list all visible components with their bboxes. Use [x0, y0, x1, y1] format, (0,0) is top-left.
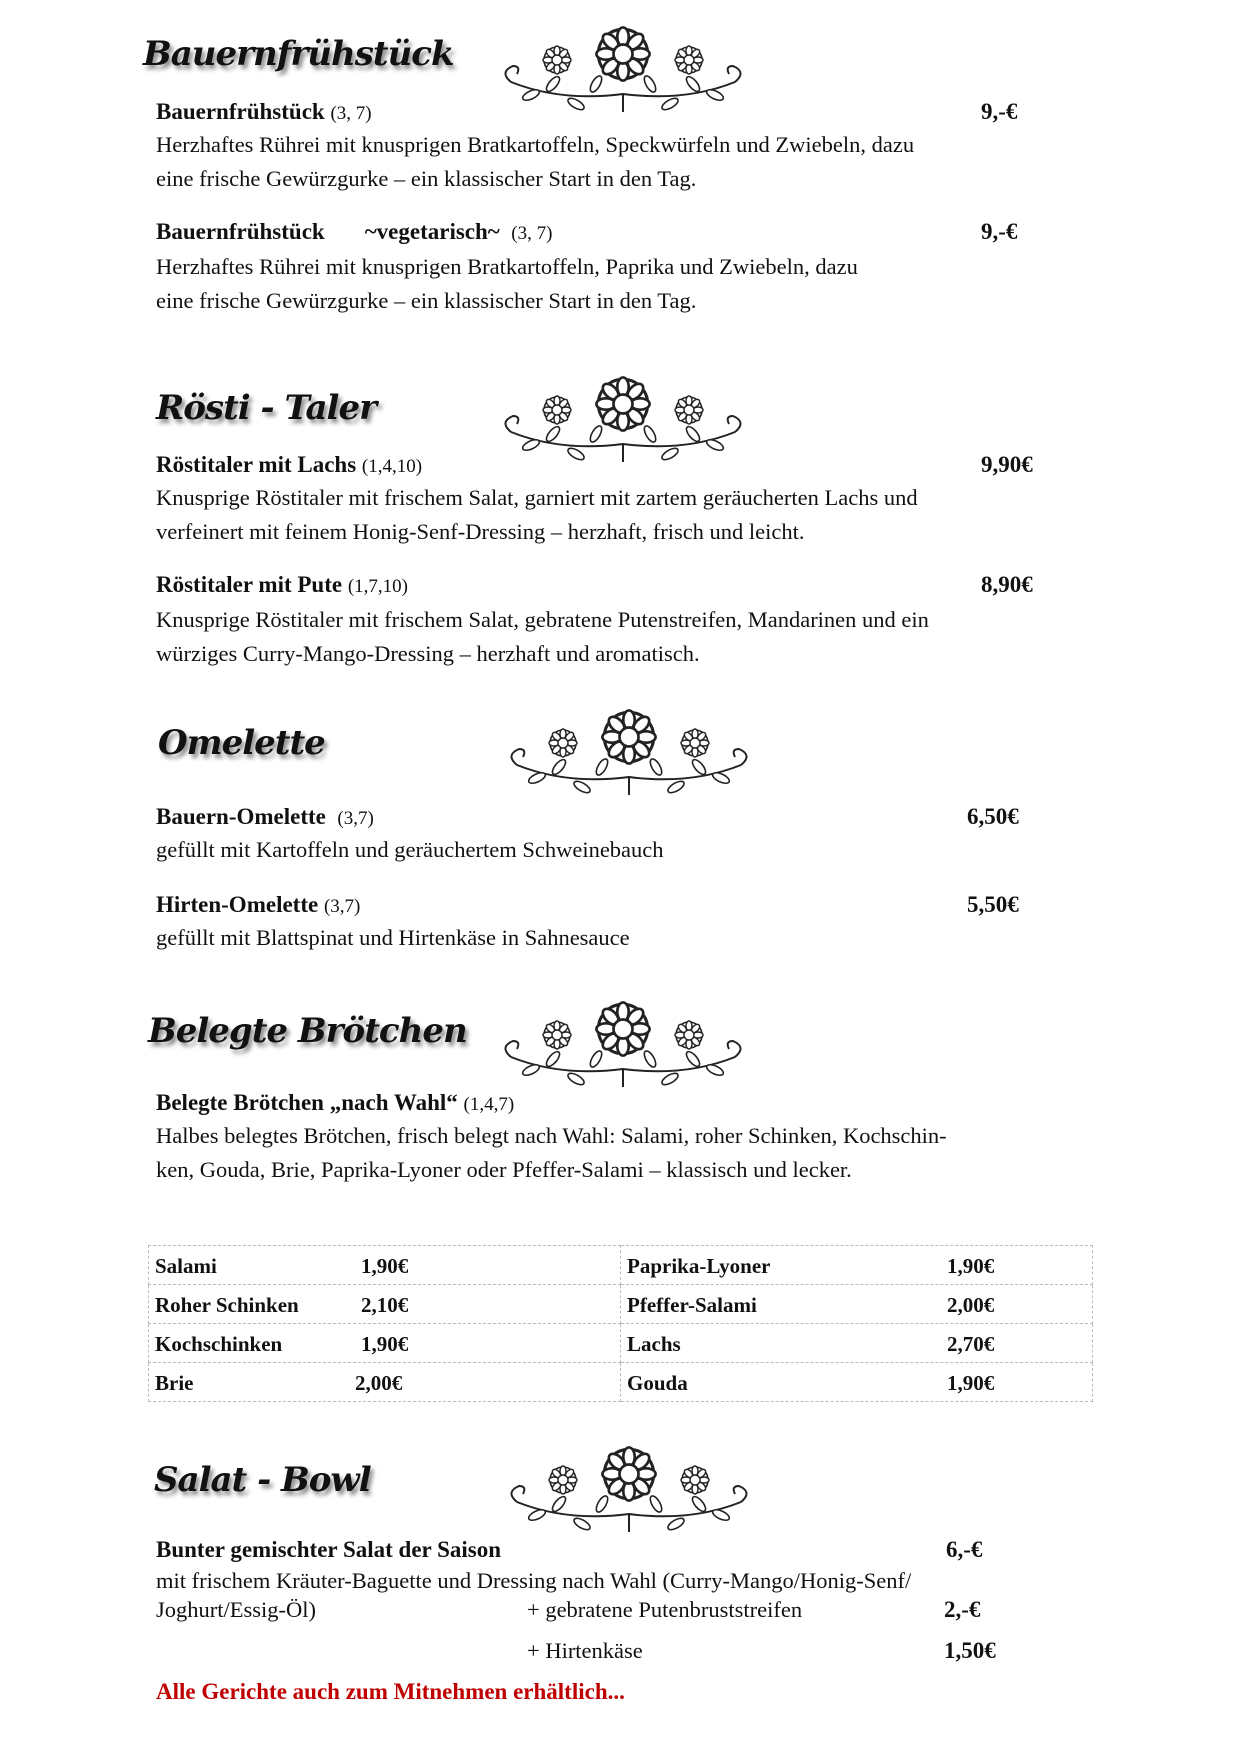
topping-cell — [149, 1363, 621, 1402]
item-price: 8,90€ — [981, 572, 1033, 597]
item-description-line: würziges Curry-Mango-Dressing – herzhaft und aromatisch. — [156, 641, 700, 666]
topping-row — [149, 1324, 1093, 1363]
item-name: Bauern-Omelette — [156, 804, 326, 829]
item-price: 6,50€ — [967, 804, 1019, 829]
topping-name: Gouda — [627, 1371, 688, 1395]
item-name: Bunter gemischter Salat der Saison — [156, 1537, 502, 1562]
item-allergens: (1,7,10) — [347, 576, 408, 597]
extra-option-price: 2,-€ — [944, 1597, 981, 1622]
topping-cell-content — [155, 1246, 614, 1284]
section-heading-bauernfruehstueck: Bauernfrühstück — [143, 34, 454, 74]
topping-cell — [621, 1363, 1093, 1402]
item-name: Röstitaler mit Pute — [156, 572, 343, 597]
item-name: Hirten-Omelette — [156, 892, 319, 917]
topping-row — [149, 1285, 1093, 1324]
topping-name: Paprika-Lyoner — [627, 1254, 771, 1278]
topping-cell-content — [627, 1246, 1086, 1284]
item-description-line: ken, Gouda, Brie, Paprika-Lyoner oder Pfeffer-Salami – klassisch und lecker. — [156, 1157, 852, 1182]
topping-cell-content — [627, 1363, 1086, 1401]
takeaway-note: Alle Gerichte auch zum Mitnehmen erhältlich... — [156, 1679, 625, 1704]
topping-cell — [149, 1246, 621, 1285]
topping-price: 1,90€ — [947, 1371, 995, 1395]
item-price: 9,-€ — [981, 219, 1018, 244]
topping-cell-content — [155, 1324, 614, 1362]
topping-price: 2,00€ — [355, 1371, 403, 1395]
extra-option-price: 1,50€ — [944, 1638, 996, 1663]
section-heading-omelette: Omelette — [158, 723, 325, 763]
item-allergens: (1,4,7) — [463, 1094, 515, 1115]
item-description-line: gefüllt mit Blattspinat und Hirtenkäse in Sahnesauce — [156, 925, 630, 950]
item-price: 5,50€ — [967, 892, 1019, 917]
menu-item-title — [156, 572, 408, 598]
menu-item-title — [156, 99, 372, 125]
item-name: Bauernfrühstück — [156, 219, 325, 244]
topping-cell-content — [155, 1363, 614, 1401]
item-price: 6,-€ — [946, 1537, 983, 1562]
section-heading-salat-bowl: Salat - Bowl — [154, 1460, 371, 1500]
topping-price: 1,90€ — [361, 1254, 409, 1278]
topping-row — [149, 1363, 1093, 1402]
topping-cell — [149, 1285, 621, 1324]
toppings-price-table — [148, 1245, 1093, 1402]
item-description-line: Knusprige Röstitaler mit frischem Salat, gebratene Putenstreifen, Mandarinen und ein — [156, 607, 929, 632]
section-heading-roesti: Rösti - Taler — [156, 388, 377, 428]
topping-price: 1,90€ — [947, 1254, 995, 1278]
topping-name: Roher Schinken — [155, 1293, 299, 1317]
topping-price: 2,00€ — [947, 1293, 995, 1317]
topping-name: Brie — [155, 1371, 194, 1395]
topping-cell-content — [627, 1324, 1086, 1362]
item-allergens: (3,7) — [323, 896, 361, 917]
item-description-line: eine frische Gewürzgurke – ein klassischer Start in den Tag. — [156, 166, 697, 191]
item-name: Röstitaler mit Lachs — [156, 452, 357, 477]
sunflower-ornament-icon — [497, 705, 761, 797]
topping-name: Kochschinken — [155, 1332, 283, 1356]
sunflower-ornament-icon — [491, 372, 755, 464]
topping-cell-content — [155, 1285, 614, 1323]
topping-price: 2,70€ — [947, 1332, 995, 1356]
extra-option-name: + gebratene Putenbruststreifen — [527, 1597, 803, 1622]
topping-cell-content — [627, 1285, 1086, 1323]
item-description-line: eine frische Gewürzgurke – ein klassischer Start in den Tag. — [156, 288, 697, 313]
item-description-line: Halbes belegtes Brötchen, frisch belegt nach Wahl: Salami, roher Schinken, Kochschin- — [156, 1123, 947, 1148]
topping-cell — [621, 1285, 1093, 1324]
item-name: Bauernfrühstück — [156, 99, 325, 124]
topping-name: Lachs — [627, 1332, 681, 1356]
item-description-line: Knusprige Röstitaler mit frischem Salat, garniert mit zartem geräucherten Lachs und — [156, 485, 918, 510]
topping-name: Salami — [155, 1254, 217, 1278]
item-description-line: Herzhaftes Rührei mit knusprigen Bratkartoffeln, Paprika und Zwiebeln, dazu — [156, 254, 858, 279]
item-name: Belegte Brötchen „nach Wahl“ — [156, 1090, 458, 1115]
sunflower-ornament-icon — [491, 22, 755, 114]
item-allergens: (3, 7) — [511, 223, 553, 244]
section-heading-belegte-broetchen: Belegte Brötchen — [148, 1011, 467, 1051]
sunflower-ornament-icon — [497, 1442, 761, 1534]
item-description-line: gefüllt mit Kartoffeln und geräuchertem Schweinebauch — [156, 837, 664, 862]
topping-cell — [621, 1246, 1093, 1285]
item-description-line: Herzhaftes Rührei mit knusprigen Bratkartoffeln, Speckwürfeln und Zwiebeln, dazu — [156, 132, 915, 157]
extra-option-name: + Hirtenkäse — [527, 1638, 643, 1663]
menu-item-title — [156, 452, 422, 478]
item-allergens: (3,7) — [337, 808, 374, 829]
menu-item-title — [156, 1537, 501, 1563]
item-allergens: (1,4,10) — [361, 456, 423, 477]
topping-row — [149, 1246, 1093, 1285]
item-description-line: Joghurt/Essig-Öl) — [156, 1597, 316, 1622]
item-price: 9,-€ — [981, 99, 1018, 124]
item-allergens: (3, 7) — [330, 103, 372, 124]
menu-item-title — [156, 892, 360, 918]
item-description-line: verfeinert mit feinem Honig-Senf-Dressing – herzhaft, frisch und leicht. — [156, 519, 805, 544]
menu-item-title — [156, 219, 552, 245]
menu-item-title — [156, 804, 374, 830]
topping-cell — [149, 1324, 621, 1363]
item-price: 9,90€ — [981, 452, 1033, 477]
menu-item-title — [156, 1090, 514, 1116]
item-variant: ~vegetarisch~ — [364, 219, 500, 244]
sunflower-ornament-icon — [491, 997, 755, 1089]
topping-price: 2,10€ — [361, 1293, 409, 1317]
item-description-line: mit frischem Kräuter-Baguette und Dressing nach Wahl (Curry-Mango/Honig-Senf/ — [156, 1568, 912, 1593]
topping-name: Pfeffer-Salami — [627, 1293, 757, 1317]
topping-price: 1,90€ — [361, 1332, 409, 1356]
topping-cell — [621, 1324, 1093, 1363]
